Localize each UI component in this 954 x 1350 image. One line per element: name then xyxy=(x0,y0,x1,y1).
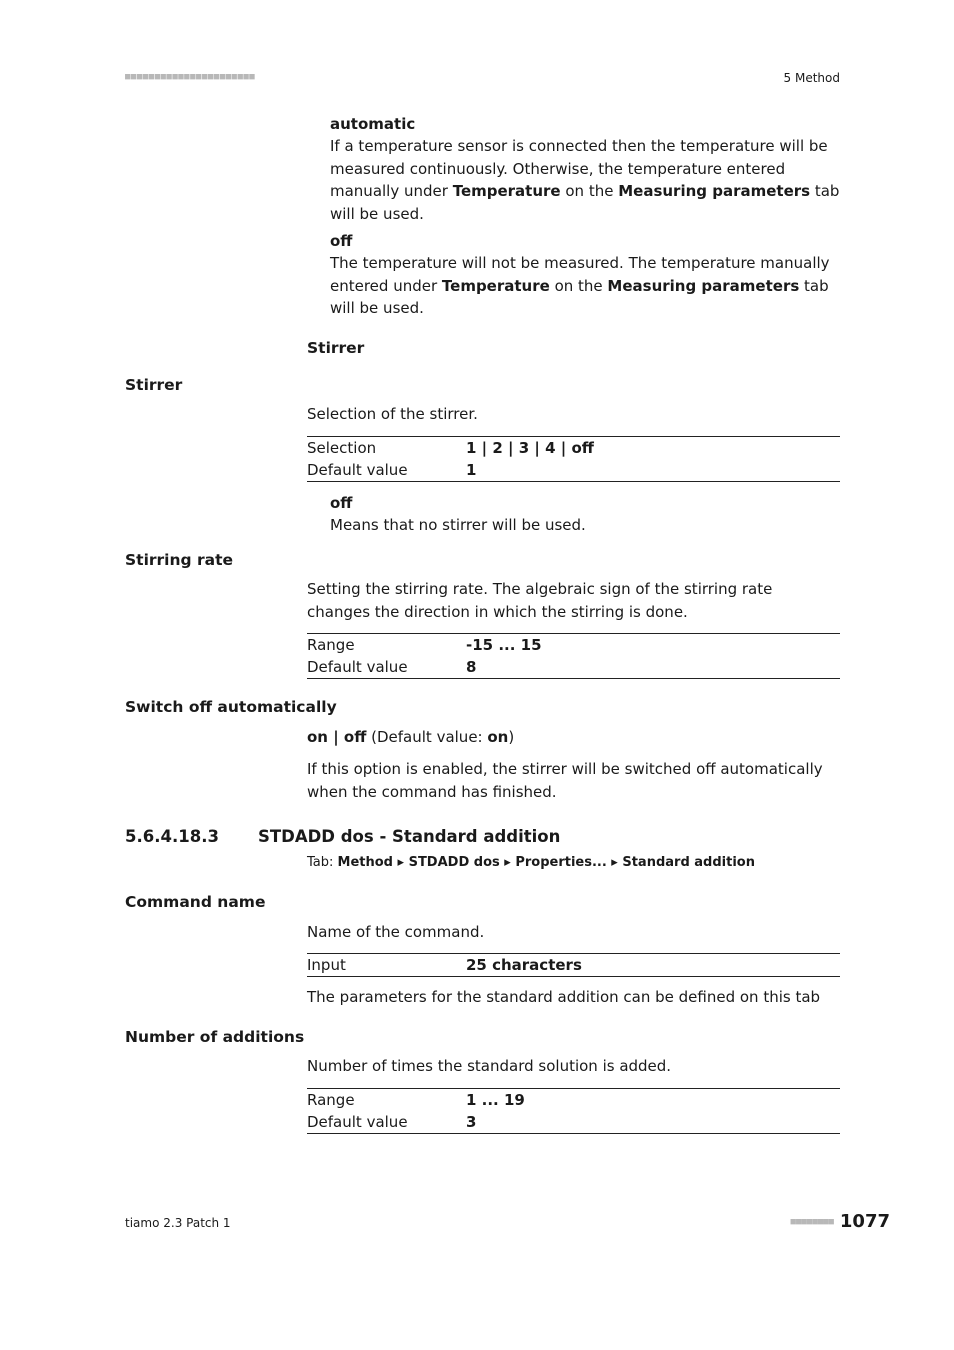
desc-stirrer-off: Means that no stirrer will be used. xyxy=(330,516,586,534)
header-decoration: ■■■■■■■■■■■■■■■■■■■■■■ xyxy=(125,72,256,82)
param-table-command-name xyxy=(307,953,840,977)
param-table-stirrer xyxy=(307,436,840,482)
running-header: 5 Method xyxy=(783,71,840,85)
group-heading-stirrer: Stirrer xyxy=(307,339,365,357)
param-desc-stirring-rate: Setting the stirring rate. The algebraic sign of the stirring rate changes the direction in which the stirring is done. xyxy=(307,580,773,621)
param-note-command-name: The parameters for the standard addition can be defined on this tab xyxy=(307,988,821,1006)
footer-decoration: ■■■■■■■■ xyxy=(790,1216,834,1227)
table-row: Default value 8 xyxy=(307,658,477,676)
footer-page xyxy=(791,1211,890,1232)
param-table-stirring-rate xyxy=(307,633,840,679)
page-number: 1077 xyxy=(839,1211,890,1232)
table-row: Range -15 ... 15 xyxy=(307,636,542,654)
term-off: off xyxy=(330,232,353,250)
param-desc-switch-off: If this option is enabled, the stirrer will be switched off automatically when the command has finished. xyxy=(307,760,823,801)
definition-off-temperature xyxy=(330,230,840,320)
section-number: 5.6.4.18.3 xyxy=(125,827,219,846)
param-table-number-of-additions xyxy=(307,1088,840,1134)
table-row: Default value 3 xyxy=(307,1113,477,1131)
footer-product: tiamo 2.3 Patch 1 xyxy=(125,1216,231,1230)
table-row: Default value 1 xyxy=(307,461,477,479)
param-desc-stirrer: Selection of the stirrer. xyxy=(307,405,478,423)
tab-path: Tab: Method ▸ STDADD dos ▸ Properties... ▸ Standard addition xyxy=(307,855,755,870)
param-desc-command-name: Name of the command. xyxy=(307,923,485,941)
section-title: STDADD dos - Standard addition xyxy=(258,827,561,846)
table-row: Range 1 ... 19 xyxy=(307,1091,525,1109)
table-row: Input 25 characters xyxy=(307,956,582,974)
param-options-switch-off: on | off (Default value: on) xyxy=(307,728,515,746)
term-automatic: automatic xyxy=(330,115,416,133)
desc-off-temperature: The temperature will not be measured. The temperature manually entered under Temperature on the Measuring parameters tab will be used. xyxy=(330,254,830,317)
param-label-number-of-additions: Number of additions xyxy=(125,1028,305,1046)
param-label-stirring-rate: Stirring rate xyxy=(125,551,234,569)
param-label-command-name: Command name xyxy=(125,893,266,911)
table-row: Selection 1 | 2 | 3 | 4 | off xyxy=(307,439,594,457)
param-desc-number-of-additions: Number of times the standard solution is added. xyxy=(307,1057,672,1075)
definition-automatic xyxy=(330,113,840,225)
desc-automatic: If a temperature sensor is connected then the temperature will be measured continuously. Otherwise, the temperature entered manually under Temperature on the Measuring parameters tab will be used. xyxy=(330,137,840,223)
definition-stirrer-off xyxy=(330,492,840,537)
term-off: off xyxy=(330,494,353,512)
param-label-switch-off: Switch off automatically xyxy=(125,698,337,716)
section-heading xyxy=(125,827,560,846)
param-label-stirrer: Stirrer xyxy=(125,376,183,394)
